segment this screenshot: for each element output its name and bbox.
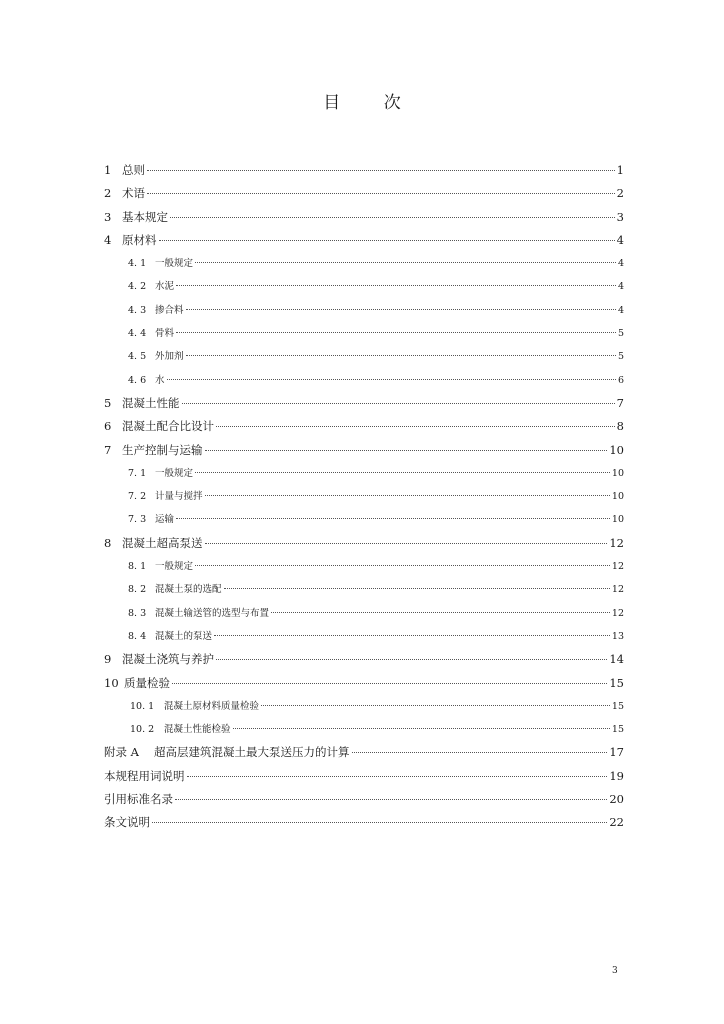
toc-entry[interactable] [104,275,624,298]
dot-leader [147,193,615,194]
toc-entry[interactable] [104,718,624,741]
toc-entry[interactable] [104,322,624,345]
dot-leader [182,403,615,404]
toc-entry[interactable] [104,485,624,508]
dot-leader [172,683,607,684]
dot-leader [352,752,608,753]
toc-entry-label: 混凝土泵的选配 [155,584,222,596]
toc-entry[interactable] [104,532,624,555]
toc-entry-label: 基本规定 [122,209,168,224]
toc-entry-number: 2 [104,186,112,201]
dot-leader [176,518,610,519]
toc-entry-number: 10. 2 [130,724,155,736]
dot-leader [195,565,610,566]
toc-entry-number: 7. 3 [128,514,147,526]
toc-entry-number: 8. 1 [128,561,147,573]
toc-entry[interactable] [104,439,624,462]
dot-leader [216,659,607,660]
dot-leader [214,635,610,636]
toc-entry-number: 7. 1 [128,467,147,479]
toc-entry-page: 2 [616,186,624,201]
toc-entry-number: 4 [104,232,112,247]
toc-entry-number: 4. 2 [128,281,147,293]
toc-entry-label: 总则 [122,163,145,177]
toc-entry[interactable] [104,741,624,764]
toc-entry-label: 条文说明 [104,815,150,830]
toc-entry[interactable] [104,159,624,182]
toc-entry-number: 5 [104,395,112,410]
dot-leader [233,728,610,729]
toc-entry-number: 8. 3 [128,607,147,619]
toc-entry[interactable] [104,602,624,625]
dot-leader [205,543,608,544]
dot-leader [159,240,615,241]
toc-entry-label: 一般规定 [155,258,194,270]
toc-entry-page: 8 [616,419,624,434]
toc-entry-page: 15 [611,724,624,736]
toc-entry-page: 15 [611,700,624,712]
toc-entry-label: 掺合料 [155,304,184,316]
toc-entry[interactable] [104,648,624,671]
toc-entry-label: 混凝土输送管的选型与布置 [155,607,270,619]
dot-leader [205,495,610,496]
dot-leader [176,285,616,286]
toc-entry[interactable] [104,811,624,834]
dot-leader [175,799,607,800]
toc-entry-label: 混凝土的泵送 [155,630,213,642]
toc-entry-label: 术语 [122,186,145,201]
dot-leader [205,450,608,451]
toc-entry-number: 7 [104,442,112,457]
toc-entry-label: 引用标准名录 [104,792,173,807]
toc-entry-page: 4 [617,258,624,270]
page-title [0,88,724,113]
dot-leader [271,612,610,613]
dot-leader [170,217,615,218]
dot-leader [152,822,607,823]
page-title-part1: 目 [323,93,341,113]
toc-entry-label: 质量检验 [124,675,170,690]
toc-entry-number: 10 [104,675,119,690]
toc-entry-label: 生产控制与运输 [122,442,203,457]
toc-entry-label: 混凝土性能检验 [164,724,231,736]
toc-entry[interactable] [104,765,624,788]
toc-entry-number: 4. 6 [128,374,147,386]
dot-leader [216,426,615,427]
toc-entry[interactable] [104,252,624,275]
toc-entry-page: 3 [616,209,624,224]
toc-entry-page: 13 [611,630,624,642]
toc-entry-page: 5 [617,351,624,363]
toc-entry-number: 10. 1 [130,700,155,712]
toc-entry-label: 一般规定 [155,561,194,573]
dot-leader [186,309,616,310]
toc-entry-label: 水泥 [155,281,175,293]
toc-entry-page: 12 [611,561,624,573]
toc-entry-label: 超高层建筑混凝土最大泵送压力的计算 [154,745,350,760]
toc-entry-page: 12 [611,584,624,596]
toc-entry-page: 4 [617,281,624,293]
toc-entry-page: 10 [611,514,624,526]
toc-entry-page: 17 [609,745,624,760]
dot-leader [224,588,610,589]
toc-entry[interactable] [104,462,624,485]
toc-entry-label: 骨料 [155,328,175,340]
toc-entry-page: 5 [617,328,624,340]
toc-entry-page: 4 [616,232,624,247]
table-of-contents [104,159,624,835]
toc-entry-number: 9 [104,652,112,667]
dot-leader [167,379,616,380]
toc-entry-page: 15 [609,675,624,690]
toc-entry-number: 4. 5 [128,351,147,363]
dot-leader [186,355,616,356]
toc-entry-label: 混凝土配合比设计 [122,419,214,434]
toc-entry[interactable] [104,229,624,252]
toc-entry-number: 1 [104,163,112,177]
dot-leader [261,705,610,706]
toc-entry[interactable] [104,206,624,229]
toc-entry-page: 14 [609,652,624,667]
toc-entry-label: 一般规定 [155,467,194,479]
toc-entry[interactable] [104,345,624,368]
dot-leader [195,262,616,263]
toc-entry-label: 外加剂 [155,351,184,363]
dot-leader [176,332,616,333]
toc-entry-page: 10 [611,491,624,503]
toc-entry-page: 6 [617,374,624,386]
toc-entry-number: 6 [104,419,112,434]
toc-entry[interactable] [104,672,624,695]
toc-entry-page: 19 [609,768,624,783]
toc-entry-number: 3 [104,209,112,224]
toc-entry-label: 本规程用词说明 [104,768,185,783]
toc-entry[interactable] [104,625,624,648]
toc-entry[interactable] [104,555,624,578]
dot-leader [195,472,610,473]
toc-entry-number: 8 [104,535,112,550]
toc-entry-page: 1 [616,163,624,177]
page-number: 3 [612,966,618,976]
toc-entry-label: 混凝土原材料质量检验 [164,700,260,712]
dot-leader [187,776,608,777]
toc-entry-number: 4. 4 [128,328,147,340]
toc-entry-page: 22 [609,815,624,830]
toc-entry-number: 4. 3 [128,304,147,316]
toc-entry[interactable] [104,392,624,415]
toc-entry-label: 混凝土超高泵送 [122,535,203,550]
toc-entry-number: 8. 2 [128,584,147,596]
toc-entry-page: 10 [611,467,624,479]
toc-entry-label: 计量与搅拌 [155,491,203,503]
toc-entry-page: 20 [609,792,624,807]
toc-entry-label: 混凝土性能 [122,395,180,410]
toc-entry-label: 混凝土浇筑与养护 [122,652,214,667]
toc-entry[interactable] [104,788,624,811]
toc-entry[interactable] [104,369,624,392]
toc-entry[interactable] [104,299,624,322]
toc-entry-page: 12 [609,535,624,550]
toc-entry[interactable] [104,415,624,438]
toc-entry-page: 12 [611,607,624,619]
toc-entry-label: 水 [155,374,165,386]
toc-entry[interactable] [104,578,624,601]
dot-leader [147,170,615,171]
toc-entry[interactable] [104,508,624,531]
toc-entry[interactable] [104,695,624,718]
toc-entry-number: 附录 A [104,745,139,760]
page-title-part2: 次 [383,93,401,113]
toc-entry[interactable] [104,182,624,205]
toc-entry-label: 原材料 [122,232,157,247]
toc-entry-page: 4 [617,304,624,316]
toc-entry-page: 10 [609,442,624,457]
toc-entry-number: 7. 2 [128,491,147,503]
toc-entry-number: 4. 1 [128,258,147,270]
toc-entry-page: 7 [616,395,624,410]
toc-entry-label: 运输 [155,514,175,526]
toc-entry-number: 8. 4 [128,630,147,642]
